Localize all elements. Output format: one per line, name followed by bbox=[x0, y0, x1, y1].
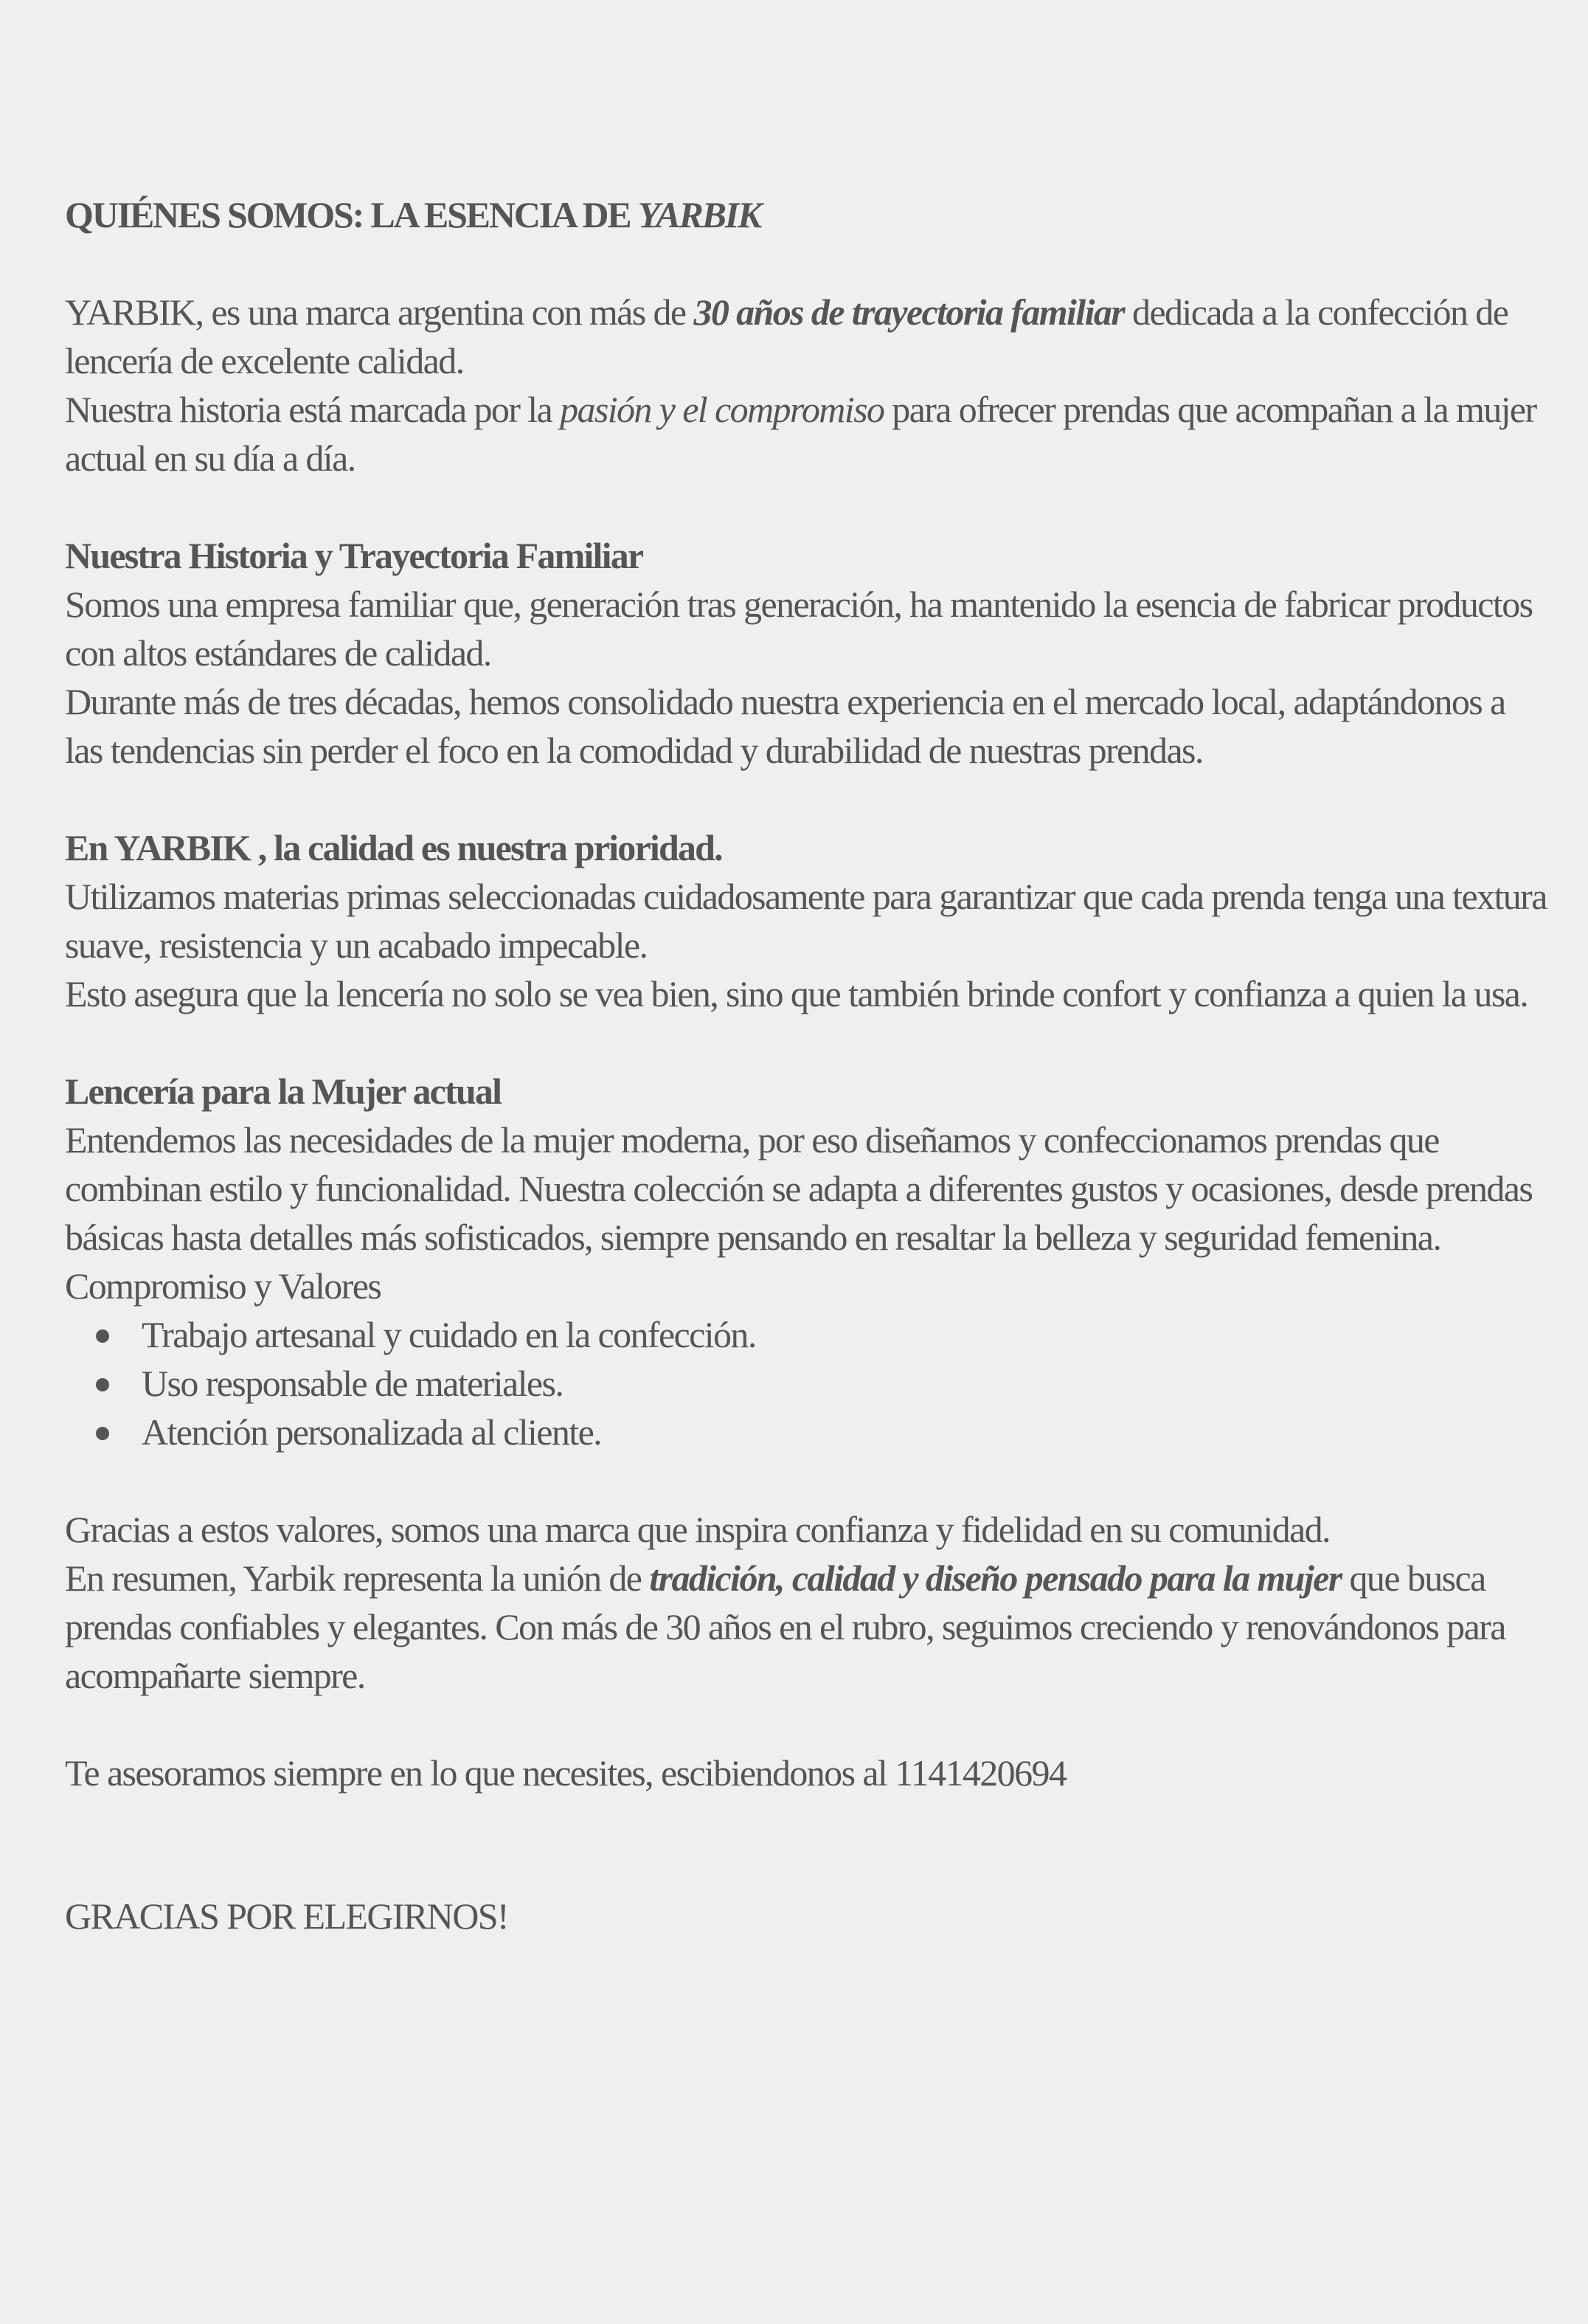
value-text: Trabajo artesanal y cuidado en la confección. bbox=[142, 1314, 756, 1355]
bullet-icon bbox=[96, 1427, 109, 1440]
quality-paragraph-2: Esto asegura que la lencería no solo se vea bien, sino que también brinde confort y confianza a quien la usa. bbox=[65, 973, 1528, 1014]
list-item bbox=[142, 1408, 1547, 1456]
list-item bbox=[142, 1310, 1547, 1359]
history-paragraph-2: Durante más de tres décadas, hemos consolidado nuestra experiencia en el mercado local, adaptándonos a las tendencias sin perder el foco en la comodidad y durabilidad de nuestras prendas. bbox=[65, 681, 1505, 771]
woman-heading: Lencería para la Mujer actual bbox=[65, 1071, 502, 1112]
closing-p2-after: que busca prendas confiables y elegantes. Con más de 30 años en el rubro, seguimos creciendo y renovándonos para acompañarte siempre. bbox=[65, 1557, 1505, 1696]
intro-paragraph-2 bbox=[65, 385, 1547, 483]
intro-paragraph-1 bbox=[65, 288, 1547, 385]
intro-p2-after: para ofrecer prendas que acompañan a la mujer actual en su día a día. bbox=[65, 389, 1536, 479]
intro-p2-before: Nuestra historia está marcada por la bbox=[65, 389, 561, 430]
value-text: Uso responsable de materiales. bbox=[142, 1363, 564, 1404]
quality-heading: En YARBIK , la calidad es nuestra prioridad. bbox=[65, 827, 722, 868]
about-us-document bbox=[65, 190, 1547, 1940]
page-title-prefix: QUIÉNES SOMOS: LA ESENCIA DE bbox=[65, 194, 638, 235]
woman-paragraph-1: Entendemos las necesidades de la mujer moderna, por eso diseñamos y confeccionamos prendas que combinan estilo y funcionalidad. Nuestra colección se adapta a diferentes gustos y ocasiones, desde prendas básicas hasta detalles más sofisticados, siempre pensando en resaltar la belleza y seguridad femenina. bbox=[65, 1119, 1533, 1258]
history-heading: Nuestra Historia y Trayectoria Familiar bbox=[65, 535, 643, 576]
value-text: Atención personalizada al cliente. bbox=[142, 1411, 602, 1453]
values-label: Compromiso y Valores bbox=[65, 1265, 381, 1307]
quality-paragraph-1: Utilizamos materias primas seleccionadas cuidadosamente para garantizar que cada prenda tenga una textura suave, resistencia y un acabado impecable. bbox=[65, 876, 1547, 966]
bullet-icon bbox=[96, 1329, 109, 1343]
page-title bbox=[65, 190, 1547, 239]
list-item bbox=[142, 1359, 1547, 1408]
closing-paragraph-2 bbox=[65, 1554, 1547, 1700]
intro-p1-before: YARBIK, es una marca argentina con más de bbox=[65, 291, 694, 333]
intro-p2-emphasis: pasión y el compromiso bbox=[560, 389, 884, 430]
page-title-brand: YARBIK bbox=[637, 194, 761, 235]
values-list bbox=[65, 1310, 1547, 1456]
history-paragraph-1: Somos una empresa familiar que, generación tras generación, ha mantenido la esencia de fabricar productos con altos estándares de calidad. bbox=[65, 584, 1533, 674]
bullet-icon bbox=[96, 1378, 109, 1391]
closing-p2-emphasis: tradición, calidad y diseño pensado para la mujer bbox=[649, 1557, 1342, 1599]
closing-p2-before: En resumen, Yarbik representa la unión de bbox=[65, 1557, 650, 1599]
intro-p1-emphasis: 30 años de trayectoria familiar bbox=[693, 291, 1125, 333]
closing-paragraph-1: Gracias a estos valores, somos una marca que inspira confianza y fidelidad en su comunidad. bbox=[65, 1509, 1330, 1550]
intro-p1-after: dedicada a la confección de lencería de excelente calidad. bbox=[65, 291, 1508, 381]
thanks-line: GRACIAS POR ELEGIRNOS! bbox=[65, 1895, 508, 1937]
contact-line: Te asesoramos siempre en lo que necesites, escibiendonos al 1141420694 bbox=[65, 1752, 1067, 1794]
